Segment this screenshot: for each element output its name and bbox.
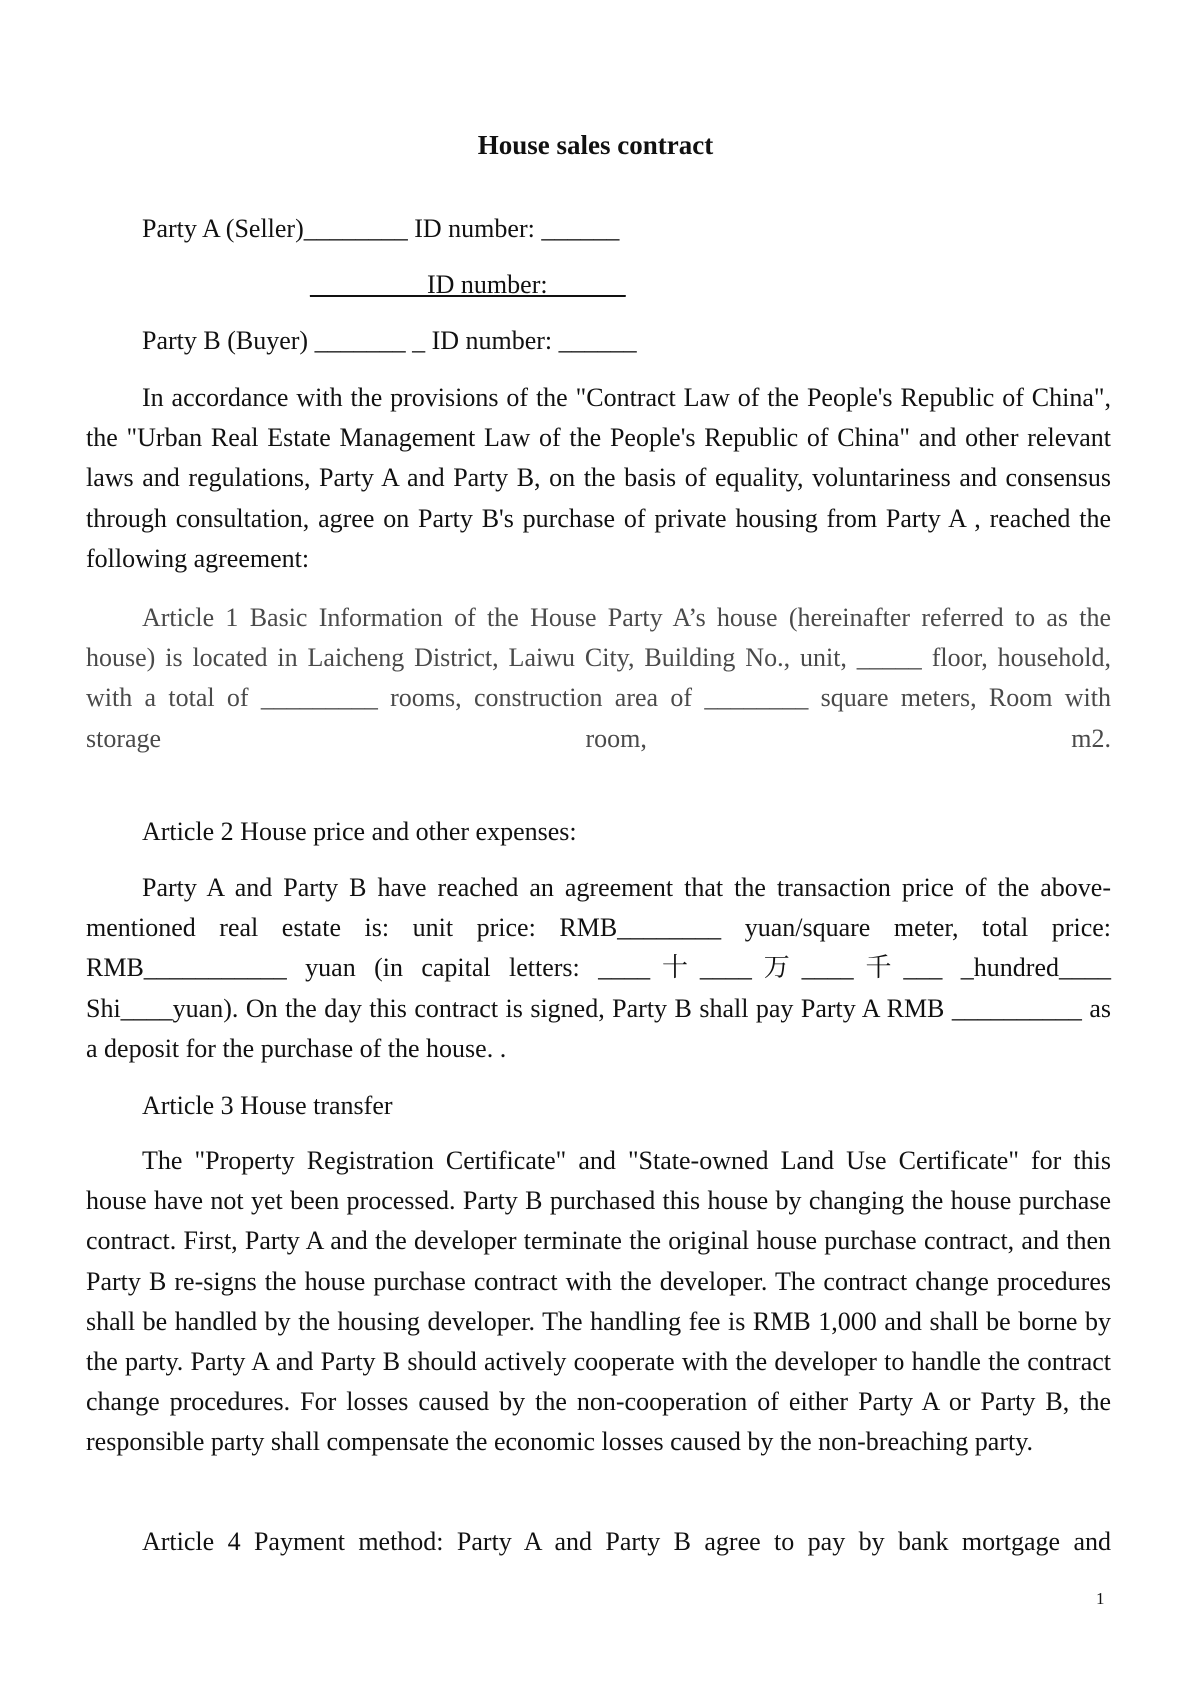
intro-paragraph: In accordance with the provisions of the "Contract Law of the People's Republic of China", the "Urban Real Estate Management Law of the People's Republic of China" and other relevant laws and regulations, Party A and Party B, on the basis of equality, voluntariness and consensus through consultation, agree on Party B's purchase of private housing from Party A , reached the following agreement: xyxy=(86,383,1111,573)
article-3-heading: Article 3 House transfer xyxy=(142,1091,393,1120)
article-1-paragraph: Article 1 Basic Information of the House Party A’s house (hereinafter referred to as the house) is located in Laicheng District, Laiwu City, Building No., unit, _____ floor, household, with a total of _________ rooms, construction area of ________ square meters, Room with storage room, m2. xyxy=(86,603,1111,753)
party-a-second-line: ________ ID number:______ xyxy=(310,270,626,299)
party-a-line: Party A (Seller)________ ID number: ______ xyxy=(142,214,620,243)
party-b-line: Party B (Buyer) _______ _ ID number: ______ xyxy=(142,326,637,355)
article-2-heading: Article 2 House price and other expenses: xyxy=(142,817,577,846)
article-3-paragraph: The "Property Registration Certificate" and "State-owned Land Use Certificate" for this house have not yet been processed. Party B purchased this house by changing the house purchase contract. First, Party A and the developer terminate the original house purchase contract, and then Party B re-signs the house purchase contract with the developer. The contract change procedures shall be handled by the housing developer. The handling fee is RMB 1,000 and shall be borne by the party. Party A and Party B should actively cooperate with the developer to handle the contract change procedures. For losses caused by the non-cooperation of either Party A or Party B, the responsible party shall compensate the economic losses caused by the non-breaching party. xyxy=(86,1146,1111,1457)
article-2-paragraph: Party A and Party B have reached an agreement that the transaction price of the above-mentioned real estate is: unit price: RMB________ yuan/square meter, total price: RMB___________ yuan (in capital letters: ____十____万____千___ _hundred____ Shi____yuan). On the day this contract is signed, Party B shall pay Party A RMB __________ as a deposit for the purchase of the house. . xyxy=(86,873,1111,1063)
article-4-paragraph: Article 4 Payment method: Party A and Party B agree to pay by bank mortgage and xyxy=(142,1527,1111,1556)
document-title: House sales contract xyxy=(477,130,714,160)
page-number: 1 xyxy=(1096,1589,1105,1608)
